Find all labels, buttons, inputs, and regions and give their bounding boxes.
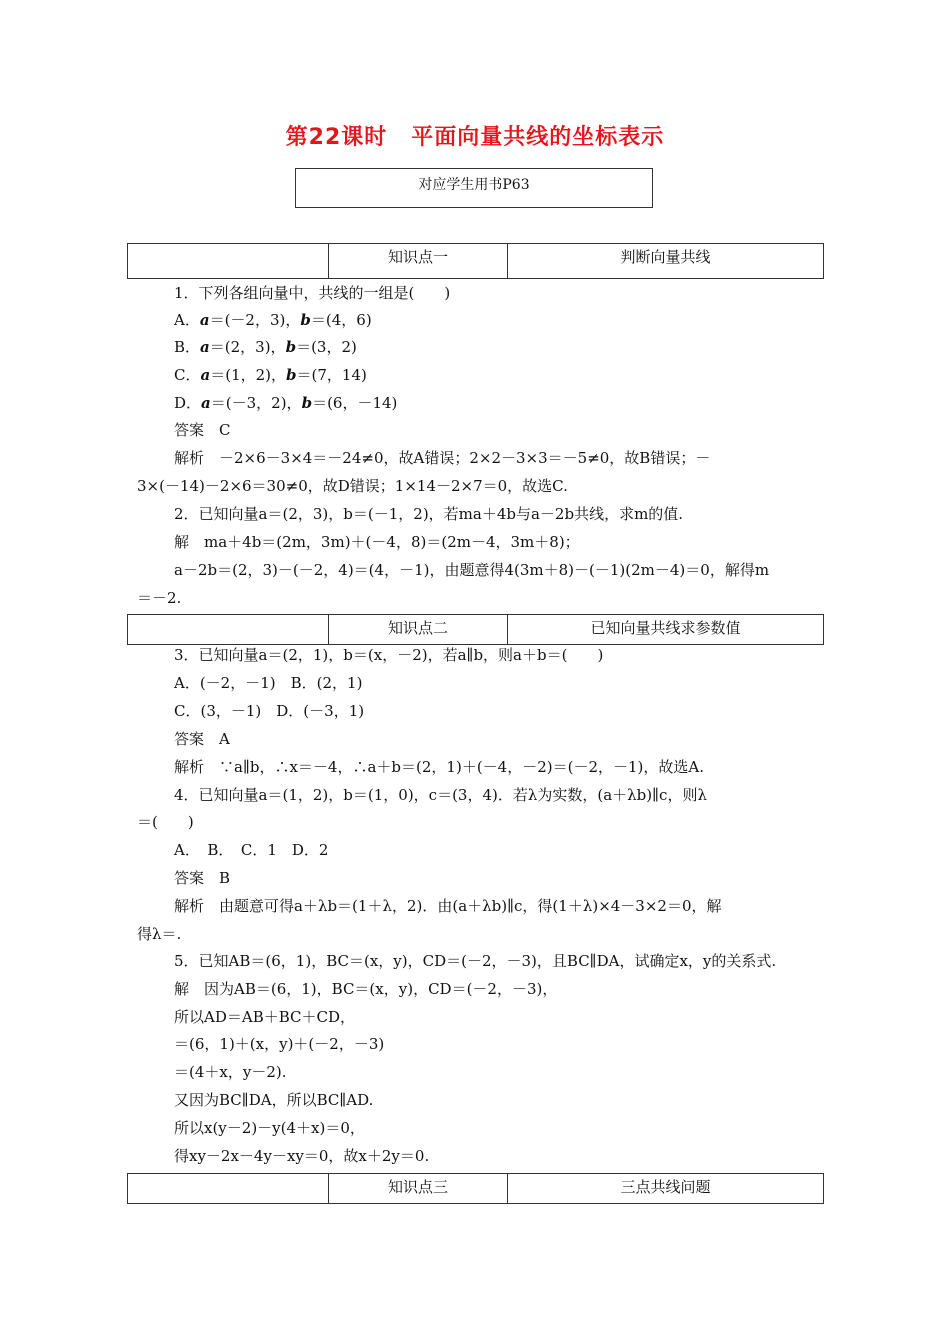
q2-solution-line1: 解 ma＋4b＝(2m，3m)＋(－4，8)＝(2m－4，3m＋8)； [174, 533, 580, 551]
page-title [0, 120, 950, 151]
q5-solution-line7: 得xy－2x－4y－xy＝0，故x＋2y＝0. [174, 1147, 430, 1165]
q5-solution-line4: ＝(4＋x，y－2). [174, 1063, 287, 1081]
q1-option-c: C．a＝(1，2)，b＝(7，14) [174, 366, 367, 384]
lesson-topic: 平面向量共线的坐标表示 [411, 125, 665, 150]
q4-stem-line2: ＝( ) [137, 813, 194, 831]
knowledge-point-topic: 判断向量共线 [620, 248, 711, 266]
q5-solution-line1: 解 因为AB＝(6，1)，BC＝(x，y)，CD＝(－2，－3)， [174, 980, 558, 998]
q5-solution-line3: ＝(6，1)＋(x，y)＋(－2，－3) [174, 1035, 385, 1053]
q2-solution-line3: ＝－2. [137, 589, 182, 607]
q4-analysis-line2: 得λ＝. [137, 925, 182, 943]
q1-stem: 1．下列各组向量中，共线的一组是( ) [174, 284, 451, 302]
knowledge-point-header-1 [127, 243, 824, 279]
q2-stem: 2．已知向量a＝(2，3)，b＝(－1，2)，若ma＋4b与a－2b共线，求m的值. [174, 505, 684, 523]
q1-analysis-line2: 3×(－14)－2×6＝30≠0，故D错误；1×14－2×7＝0，故选C. [137, 477, 568, 495]
q1-option-b: B．a＝(2，3)，b＝(3，2) [174, 338, 357, 356]
knowledge-point-label: 知识点一 [329, 244, 508, 278]
q3-stem: 3．已知向量a＝(2，1)，b＝(x，－2)，若a∥b，则a＋b＝( ) [174, 646, 604, 664]
q5-stem: 5．已知AB＝(6，1)，BC＝(x，y)，CD＝(－2，－3)，且BC∥DA，试确定x，y的关系式. [174, 952, 777, 970]
q1-answer: 答案 C [174, 421, 231, 439]
knowledge-point-label: 知识点三 [329, 1174, 508, 1203]
q4-analysis-line1: 解析 由题意可得a＋λb＝(1＋λ，2)．由(a＋λb)∥c，得(1＋λ)×4－3×2＝0，解 [174, 897, 722, 915]
q1-option-a: A．a＝(－2，3)，b＝(4，6) [174, 311, 372, 329]
q4-stem-line1: 4．已知向量a＝(1，2)，b＝(1，0)，c＝(3，4)．若λ为实数，(a＋λb)∥c，则λ [174, 786, 707, 804]
q3-options-line2: C．(3，－1) D．(－3，1) [174, 702, 365, 720]
knowledge-point-header-3 [127, 1173, 824, 1204]
q2-solution-line2: a－2b＝(2，3)－(－2，4)＝(4，－1)，由题意得4(3m＋8)－(－1)(2m－4)＝0，解得m [174, 561, 770, 579]
q5-solution-line6: 所以x(y－2)－y(4＋x)＝0， [174, 1119, 365, 1137]
q3-answer: 答案 A [174, 730, 230, 748]
knowledge-point-label: 知识点二 [329, 615, 508, 644]
q1-option-d: D．a＝(－3，2)，b＝(6，－14) [174, 394, 398, 412]
reference-box: 对应学生用书P63 [295, 168, 653, 208]
knowledge-point-header-2 [127, 614, 824, 645]
q1-analysis-line1: 解析 －2×6－3×4＝－24≠0，故A错误；2×2－3×3＝－5≠0，故B错误；－ [174, 449, 711, 467]
q5-solution-line5: 又因为BC∥DA，所以BC∥AD. [174, 1091, 374, 1109]
knowledge-point-topic: 已知向量共线求参数值 [590, 619, 741, 637]
q4-options: A． B． C．1 D．2 [174, 841, 329, 859]
q3-options-line1: A．(－2，－1) B．(2，1) [174, 674, 363, 692]
lesson-number: 第22课时 [285, 125, 388, 150]
q5-solution-line2: 所以AD＝AB＋BC＋CD， [174, 1008, 355, 1026]
q3-analysis: 解析 ∵a∥b，∴x＝－4，∴a＋b＝(2，1)＋(－4，－2)＝(－2，－1)，故选A. [174, 758, 704, 776]
knowledge-point-topic: 三点共线问题 [620, 1178, 711, 1196]
q4-answer: 答案 B [174, 869, 231, 887]
